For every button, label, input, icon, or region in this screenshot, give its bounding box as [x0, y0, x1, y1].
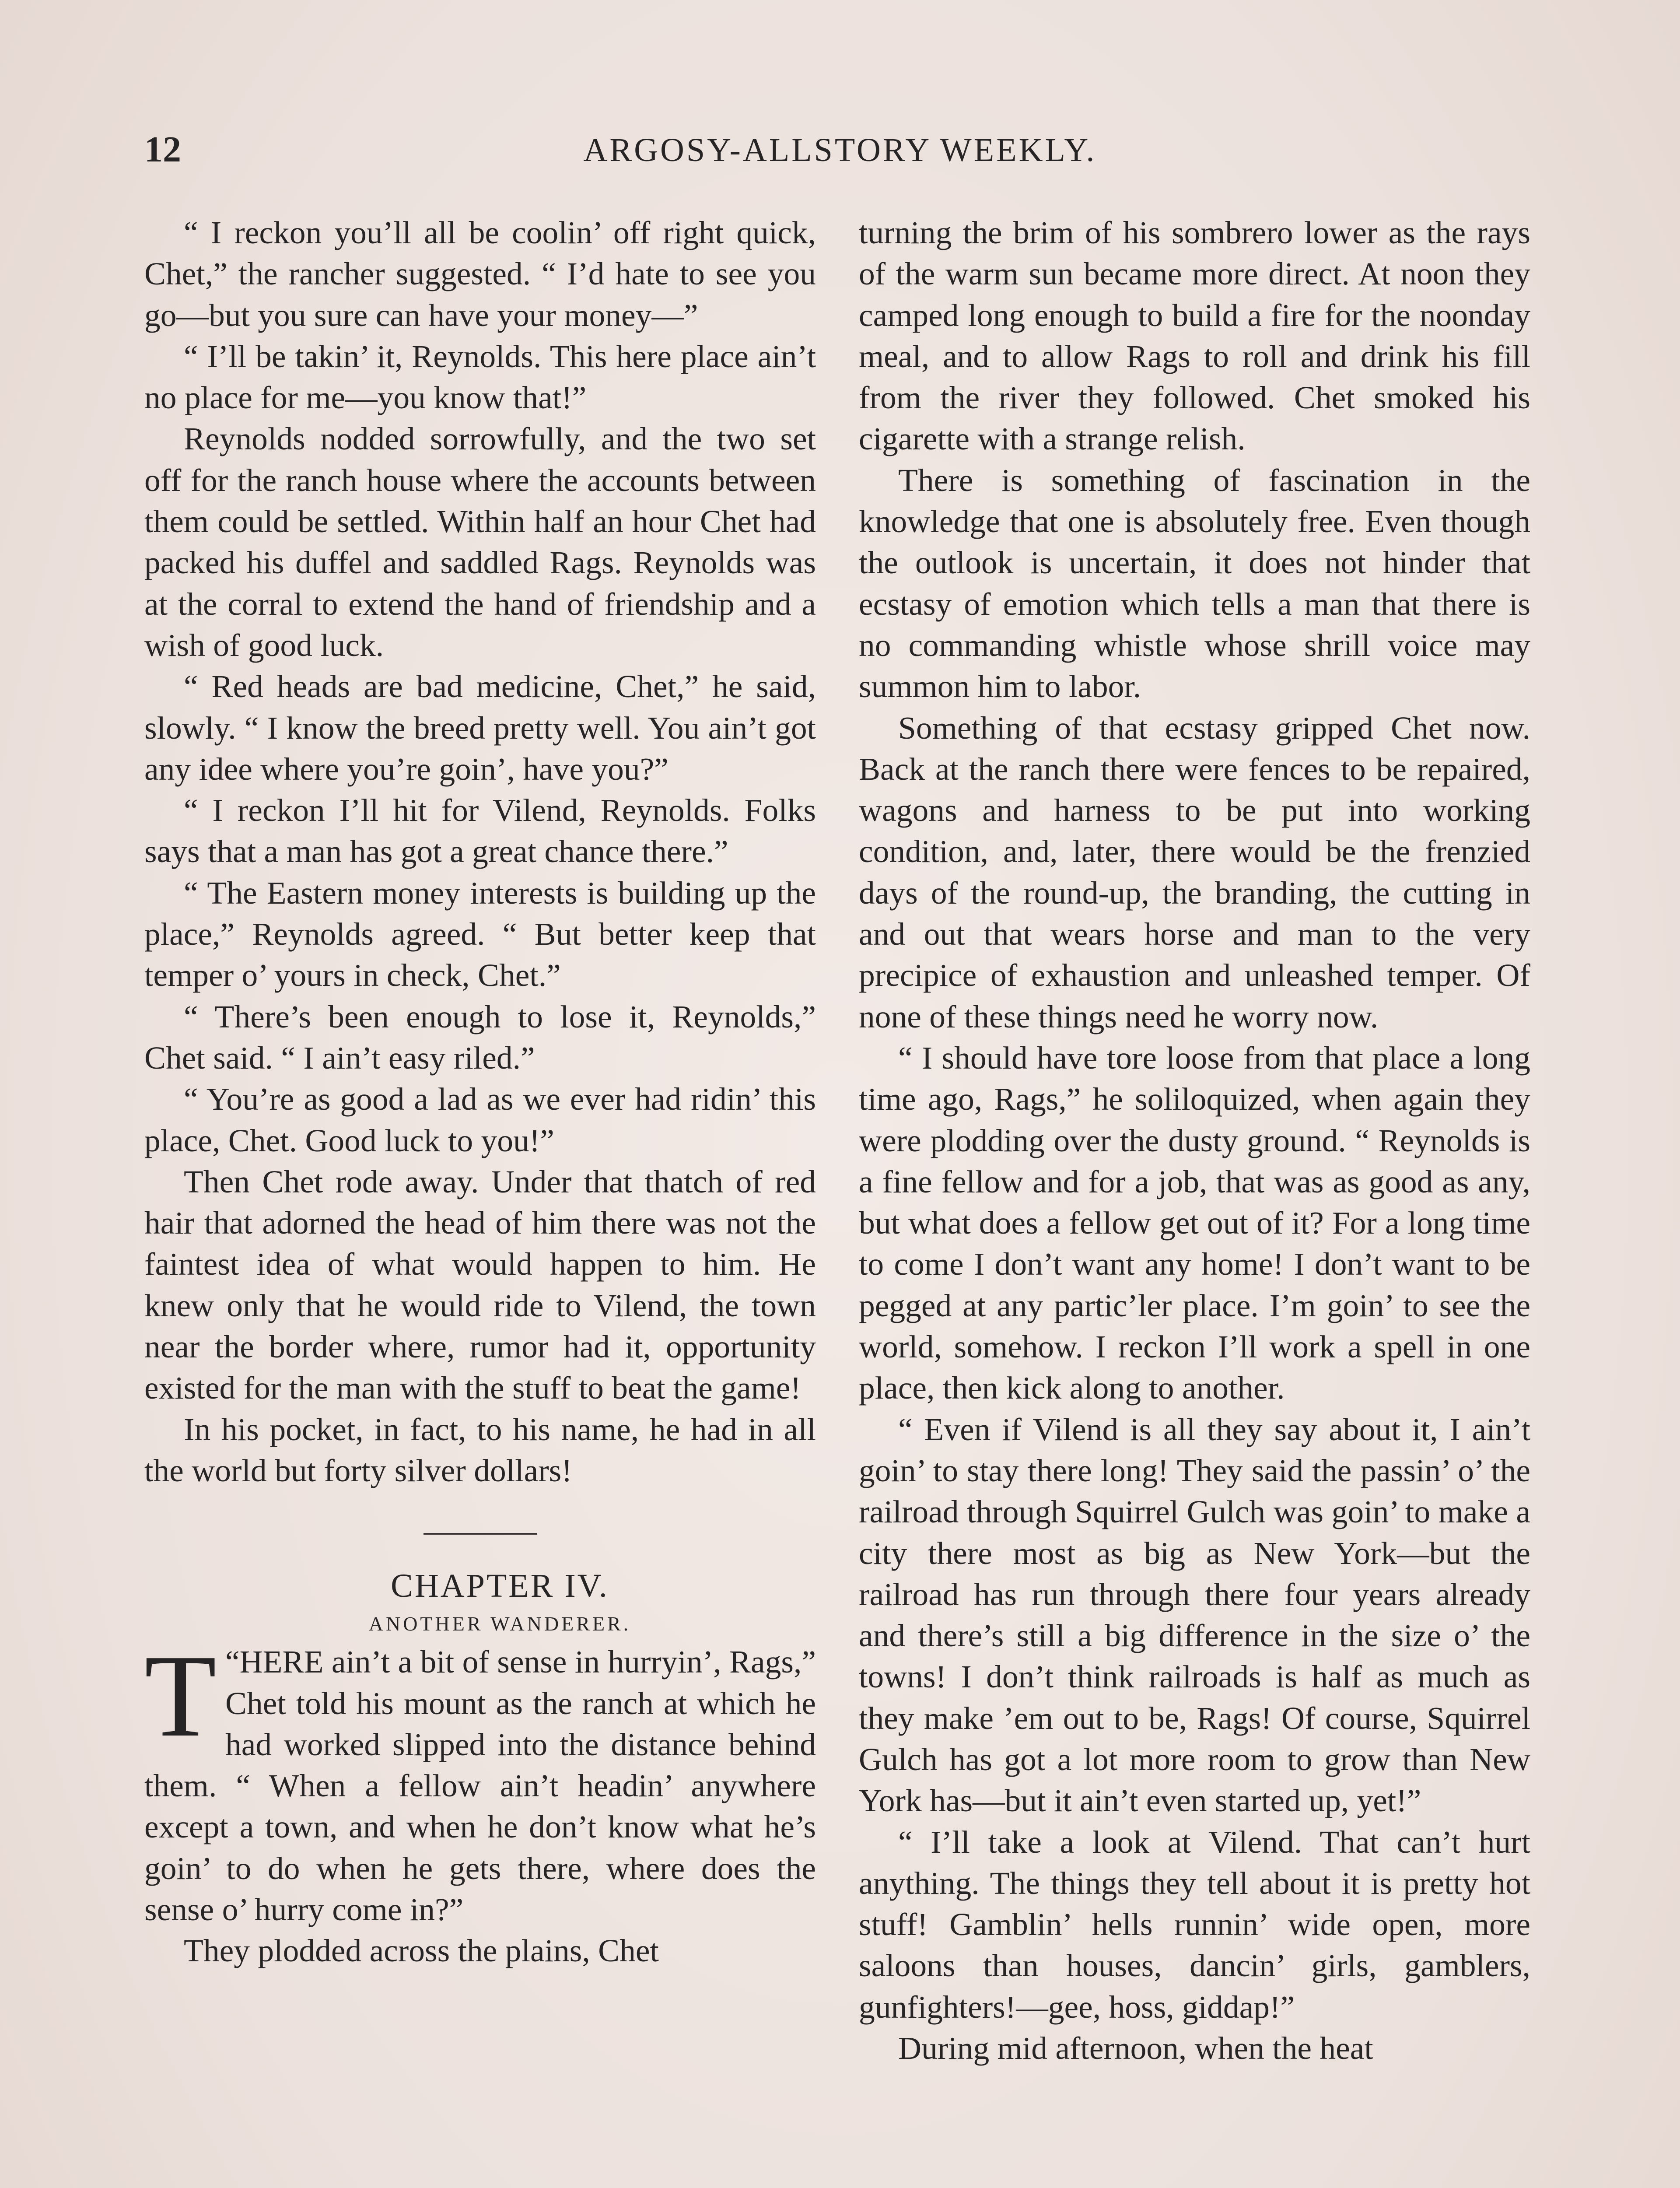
paragraph: Something of that ecstasy gripped Chet now. Back at the ranch there were fences to be repaired, wagons and harness to be put into working condition, and, later, there would be the frenzied days of the round-up, the branding, the cutting in and out that wears horse and man to the very precipice of exhaustion and unleashed temper. Of none of these things need he worry now.	[859, 710, 1530, 1034]
section-divider	[424, 1533, 537, 1535]
chapter-title: CHAPTER IV.	[391, 1567, 609, 1605]
paragraph: “ There’s been enough to lose it, Reynolds,” Chet said. “ I ain’t easy riled.”	[144, 999, 816, 1076]
dropcap-paragraph-text: HERE ain’t a bit of sense in hurryin’, Rags,” Chet told his mount as the ranch at which he had worked slipped into the distance behind them. “ When a fellow ain’t headin’ anywhere except a town, and when he don’t know what he’s goin’ to do when he gets there, where does the sense o’ hurry come in?”	[144, 1644, 816, 1927]
paragraph: “ I’ll be takin’ it, Reynolds. This here place ain’t no place for me—you know that!”	[144, 338, 816, 416]
dropcap-open-quote: “	[225, 1644, 240, 1680]
dropcap-letter: T	[144, 1630, 217, 1762]
right-column	[859, 212, 1530, 2069]
paragraph: There is something of fascination in the knowledge that one is absolutely free. Even though the outlook is uncertain, it does not hinder that ecstasy of emotion which tells a man that there is no commanding whistle whose shrill voice may summon him to labor.	[859, 462, 1530, 705]
paragraph: “ I reckon you’ll all be coolin’ off right quick, Chet,” the rancher suggested. “ I’d hate to see you go—but you sure can have your money—”	[144, 215, 816, 333]
paragraph: “ Red heads are bad medicine, Chet,” he said, slowly. “ I know the breed pretty well. You ain’t got any idee where you’re goin’, have you?”	[144, 669, 816, 787]
paragraph: Reynolds nodded sorrowfully, and the two set off for the ranch house where the accounts between them could be settled. Within half an hour Chet had packed his duffel and saddled Rags. Reynolds was at the corral to extend the hand of friendship and a wish of good luck.	[144, 421, 816, 663]
paragraph: They plodded across the plains, Chet	[184, 1933, 659, 1969]
paragraph: “ You’re as good a lad as we ever had ridin’ this place, Chet. Good luck to you!”	[144, 1081, 816, 1158]
paragraph: During mid afternoon, when the heat	[898, 2030, 1373, 2066]
left-column	[144, 212, 816, 1972]
paragraph: “ I reckon I’ll hit for Vilend, Reynolds. Folks says that a man has got a great chance there.”	[144, 792, 816, 870]
running-head: ARGOSY-ALLSTORY WEEKLY.	[583, 132, 1097, 168]
paragraph: “ I should have tore loose from that place a long time ago, Rags,” he soliloquized, when again they were plodding over the dusty ground. “ Reynolds is a fine fellow and for a job, that was as good as any, but what does a fellow get out of it? For a long time to come I don’t want any home! I don’t want to be pegged at any partic’ler place. I’m goin’ to see the world, somehow. I reckon I’ll work a spell in one place, then kick along to another.	[859, 1040, 1530, 1406]
dropcap-paragraph	[144, 1630, 816, 1930]
paragraph: “ The Eastern money interests is building up the place,” Reynolds agreed. “ But better keep that temper o’ yours in check, Chet.”	[144, 875, 816, 993]
paragraph: “ Even if Vilend is all they say about it, I ain’t goin’ to stay there long! They said the passin’ o’ the railroad through Squirrel Gulch was goin’ to make a city there most as big as New York—but the railroad has run through there four years already and there’s still a big difference in the size o’ the towns! I don’t think railroads is half as much as they make ’em out to be, Rags! Of course, Squirrel Gulch has got a lot more room to grow than New York has—but it ain’t even started up, yet!”	[859, 1411, 1530, 1819]
paragraph: In his pocket, in fact, to his name, he had in all the world but forty silver dollars!	[144, 1411, 816, 1488]
paragraph: “ I’ll take a look at Vilend. That can’t hurt anything. The things they tell about it is pretty hot stuff! Gamblin’ hells runnin’ wide open, more saloons than houses, dancin’ girls, gamblers, gunfighters!—gee, hoss, giddap!”	[859, 1824, 1530, 2025]
paragraph-continuation: turning the brim of his sombrero lower as the rays of the warm sun became more direct. At noon they camped long enough to build a fire for the noonday meal, and to allow Rags to roll and drink his fill from the river they followed. Chet smoked his cigarette with a strange relish.	[859, 215, 1530, 457]
chapter-subtitle: ANOTHER WANDERER.	[368, 1613, 631, 1635]
paragraph: Then Chet rode away. Under that thatch of red hair that adorned the head of him there was not the faintest idea of what would happen to him. He knew only that he would ride to Vilend, the town near the border where, rumor had it, opportunity existed for the man with the stuff to beat the game!	[144, 1164, 816, 1406]
page-number: 12	[144, 129, 181, 170]
